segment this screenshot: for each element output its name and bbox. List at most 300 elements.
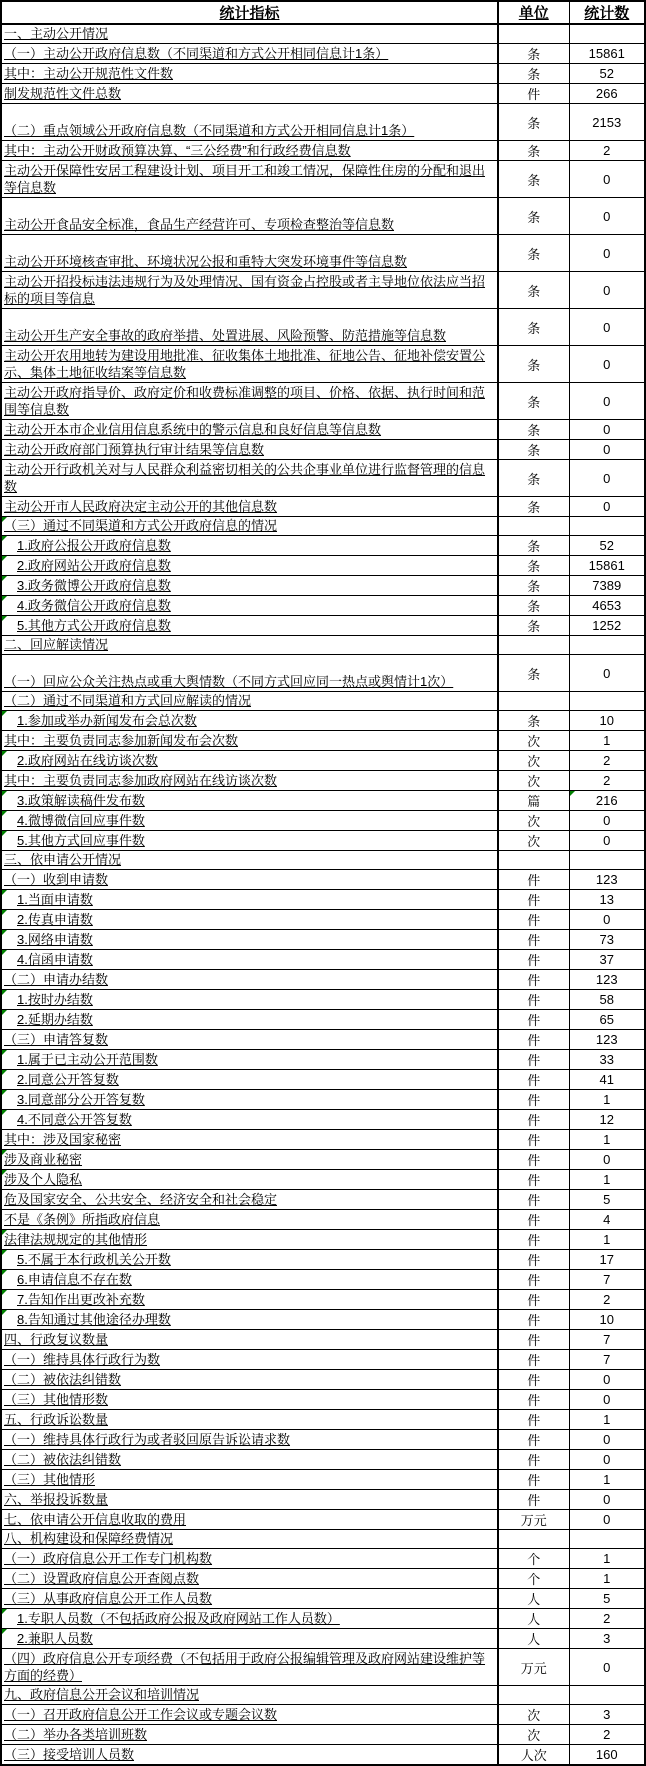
indicator-cell [1, 383, 498, 420]
value-text: 7 [603, 1272, 611, 1287]
indicator-text: 七、依申请公开信息收取的费用 [4, 1512, 187, 1527]
table-row [1, 1190, 645, 1210]
indicator-cell [1, 1430, 498, 1450]
table-row [1, 1589, 645, 1609]
value-cell [569, 141, 645, 161]
unit-cell [498, 751, 569, 771]
indicator-text: （三）其他情形 [4, 1472, 96, 1487]
value-cell [569, 1686, 645, 1705]
cell-flag-marker [2, 1090, 7, 1095]
value-text: 5 [603, 1591, 611, 1606]
value-cell [569, 1589, 645, 1609]
unit-text: 件 [527, 1093, 541, 1108]
value-text: 41 [599, 1072, 614, 1087]
indicator-cell [1, 890, 498, 910]
unit-cell [498, 655, 569, 692]
indicator-cell [1, 84, 498, 104]
indicator-text: 涉及商业秘密 [4, 1152, 83, 1167]
unit-cell [498, 1250, 569, 1270]
indicator-cell [1, 1549, 498, 1569]
indicator-text: 2.政府网站在线访谈次数 [17, 753, 158, 768]
indicator-text: （三）从事政府信息公开工作人员数 [4, 1591, 213, 1606]
value-cell [569, 1110, 645, 1130]
indicator-text: 3.网络申请数 [17, 932, 93, 947]
value-text: 2 [603, 773, 611, 788]
cell-flag-marker [2, 1270, 7, 1275]
unit-cell [498, 1050, 569, 1070]
indicator-cell [1, 1310, 498, 1330]
indicator-cell [1, 1745, 498, 1766]
indicator-text: 其中：主动公开规范性文件数 [4, 66, 174, 81]
value-cell [569, 1230, 645, 1250]
indicator-cell [1, 161, 498, 198]
indicator-cell [1, 1150, 498, 1170]
unit-cell [498, 1030, 569, 1050]
value-text: 13 [599, 892, 614, 907]
cell-flag-marker [2, 1010, 7, 1015]
unit-cell [498, 1270, 569, 1290]
indicator-cell [1, 1470, 498, 1490]
unit-text: 件 [527, 1013, 541, 1028]
indicator-text: 主动公开农用地转为建设用地批准、征收集体土地批准、征地公告、征地补偿安置公示、集体土地征收结案等信息数 [4, 348, 486, 380]
unit-cell [498, 1310, 569, 1330]
indicator-cell [1, 1050, 498, 1070]
unit-cell [498, 636, 569, 655]
value-text: 0 [603, 499, 611, 514]
value-text: 2 [603, 1727, 611, 1742]
value-cell [569, 1649, 645, 1686]
table-row [1, 460, 645, 497]
indicator-text: 2.政府网站公开政府信息数 [17, 558, 171, 573]
indicator-cell [1, 1170, 498, 1190]
unit-cell [498, 1330, 569, 1350]
value-cell [569, 1745, 645, 1766]
indicator-cell [1, 1130, 498, 1150]
unit-text: 篇 [527, 794, 541, 809]
table-row [1, 1490, 645, 1510]
indicator-text: 1.专职人员数（不包括政府公报及政府网站工作人员数） [17, 1611, 340, 1626]
unit-cell [498, 1589, 569, 1609]
table-row [1, 910, 645, 930]
unit-text: 条 [527, 357, 541, 373]
unit-cell [498, 1370, 569, 1390]
unit-text: 件 [527, 973, 541, 988]
table-row [1, 272, 645, 309]
indicator-cell [1, 990, 498, 1010]
indicator-text: （三）申请答复数 [4, 1032, 109, 1047]
value-text: 7 [603, 1332, 611, 1347]
indicator-cell [1, 1686, 498, 1705]
indicator-text: 5.其他方式公开政府信息数 [17, 618, 171, 633]
table-row [1, 596, 645, 616]
table-row [1, 1010, 645, 1030]
table-row [1, 1450, 645, 1470]
value-text: 0 [603, 245, 611, 261]
indicator-cell [1, 751, 498, 771]
value-text: 266 [595, 86, 618, 101]
table-row [1, 930, 645, 950]
indicator-cell [1, 309, 498, 346]
indicator-text: 法律法规规定的其他情形 [4, 1232, 148, 1247]
indicator-cell [1, 460, 498, 497]
unit-cell [498, 556, 569, 576]
value-cell [569, 751, 645, 771]
value-cell [569, 235, 645, 272]
table-row [1, 1370, 645, 1390]
unit-text: 人次 [520, 1748, 547, 1763]
indicator-text: （三）通过不同渠道和方式公开政府信息的情况 [4, 518, 278, 533]
value-text: 2 [603, 753, 611, 768]
unit-cell [498, 141, 569, 161]
unit-cell [498, 1530, 569, 1549]
indicator-cell [1, 692, 498, 711]
indicator-text: （二）设置政府信息公开查阅点数 [4, 1571, 200, 1586]
table-row [1, 851, 645, 870]
value-cell [569, 692, 645, 711]
cell-flag-marker [2, 910, 7, 915]
value-cell [569, 536, 645, 556]
indicator-text: （一）政府信息公开工作专门机构数 [4, 1551, 213, 1566]
unit-text: 次 [527, 1728, 541, 1743]
unit-text: 条 [527, 246, 541, 262]
indicator-cell [1, 811, 498, 831]
unit-cell [498, 1569, 569, 1589]
value-text: 123 [595, 872, 618, 887]
indicator-cell [1, 1290, 498, 1310]
table-row [1, 970, 645, 990]
cell-flag-marker [2, 890, 7, 895]
unit-cell [498, 930, 569, 950]
unit-cell [498, 791, 569, 811]
value-text: 0 [603, 1659, 611, 1675]
unit-text: 件 [527, 1333, 541, 1348]
cell-flag-marker [2, 990, 7, 995]
value-cell [569, 890, 645, 910]
value-cell [569, 1390, 645, 1410]
unit-text: 件 [527, 1313, 541, 1328]
indicator-cell [1, 1330, 498, 1350]
unit-cell [498, 64, 569, 84]
unit-cell [498, 1190, 569, 1210]
indicator-text: （一）维持具体行政行为或者驳回原告诉讼请求数 [4, 1432, 291, 1447]
indicator-text: （二）被依法纠错数 [4, 1452, 122, 1467]
table-row [1, 141, 645, 161]
unit-cell [498, 950, 569, 970]
value-text: 1 [603, 1132, 611, 1147]
indicator-text: 危及国家安全、公共安全、经济安全和社会稳定 [4, 1192, 278, 1207]
unit-text: 件 [527, 913, 541, 928]
table-row [1, 1686, 645, 1705]
indicator-cell [1, 910, 498, 930]
table-row [1, 870, 645, 890]
value-cell [569, 1090, 645, 1110]
value-text: 123 [595, 1032, 618, 1047]
unit-text: 件 [527, 1473, 541, 1488]
indicator-text: 5.不属于本行政机关公开数 [17, 1252, 171, 1267]
value-text: 0 [603, 1372, 611, 1387]
table-row [1, 731, 645, 751]
indicator-cell [1, 1705, 498, 1725]
unit-text: 件 [527, 1133, 541, 1148]
indicator-cell [1, 420, 498, 440]
value-cell [569, 970, 645, 990]
value-text: 1 [603, 1472, 611, 1487]
table-row [1, 831, 645, 851]
table-row [1, 1070, 645, 1090]
value-text: 10 [599, 1312, 614, 1327]
value-text: 0 [603, 1452, 611, 1467]
value-text: 52 [599, 66, 614, 81]
unit-cell [498, 1390, 569, 1410]
indicator-cell [1, 1410, 498, 1430]
unit-text: 万元 [520, 1513, 547, 1528]
unit-text: 条 [527, 144, 541, 159]
unit-text: 条 [527, 47, 541, 62]
cell-flag-marker [2, 711, 7, 716]
value-text: 0 [603, 422, 611, 437]
value-text: 12 [599, 1112, 614, 1127]
unit-cell [498, 1350, 569, 1370]
table-row [1, 950, 645, 970]
unit-cell [498, 576, 569, 596]
indicator-text: 制发规范性文件总数 [4, 86, 122, 101]
value-text: 0 [603, 319, 611, 335]
unit-text: 条 [527, 172, 541, 188]
unit-cell [498, 990, 569, 1010]
indicator-text: （二）举办各类培训班数 [4, 1727, 148, 1742]
value-cell [569, 1530, 645, 1549]
cell-flag-marker [2, 930, 7, 935]
value-cell [569, 1030, 645, 1050]
column-header-unit: 单位 [498, 1, 569, 24]
table-row [1, 1530, 645, 1549]
indicator-cell [1, 536, 498, 556]
unit-text: 次 [527, 814, 541, 829]
indicator-text: 1.属于已主动公开范围数 [17, 1052, 158, 1067]
table-row [1, 1230, 645, 1250]
unit-text: 件 [527, 87, 541, 102]
indicator-text: 二、回应解读情况 [4, 637, 109, 652]
value-text: 0 [603, 282, 611, 298]
indicator-cell [1, 440, 498, 460]
indicator-text: 主动公开食品安全标准，食品生产经营许可、专项检查整治等信息数 [4, 217, 395, 232]
table-row [1, 24, 645, 44]
unit-cell [498, 517, 569, 536]
unit-cell [498, 497, 569, 517]
value-cell [569, 930, 645, 950]
indicator-cell [1, 1250, 498, 1270]
unit-cell [498, 1649, 569, 1686]
value-text: 4 [603, 1212, 611, 1227]
value-text: 0 [603, 1512, 611, 1527]
table-row [1, 990, 645, 1010]
indicator-text: 4.微博微信回应事件数 [17, 813, 145, 828]
indicator-cell [1, 198, 498, 235]
value-text: 65 [599, 1012, 614, 1027]
table-row [1, 1609, 645, 1629]
unit-cell [498, 198, 569, 235]
value-cell [569, 576, 645, 596]
indicator-cell [1, 970, 498, 990]
unit-text: 件 [527, 1233, 541, 1248]
unit-cell [498, 161, 569, 198]
value-cell [569, 910, 645, 930]
unit-text: 个 [527, 1572, 541, 1587]
indicator-text: 1.按时办结数 [17, 992, 93, 1007]
indicator-cell [1, 1609, 498, 1629]
table-row [1, 692, 645, 711]
unit-text: 条 [527, 471, 541, 487]
indicator-text: （二）重点领域公开政府信息数（不同渠道和方式公开相同信息计1条） [4, 123, 415, 138]
cell-flag-marker [2, 596, 7, 601]
table-row [1, 44, 645, 64]
value-cell [569, 1190, 645, 1210]
indicator-cell [1, 616, 498, 636]
table-row [1, 811, 645, 831]
value-text: 0 [603, 1152, 611, 1167]
value-cell [569, 161, 645, 198]
unit-cell [498, 309, 569, 346]
value-text: 0 [603, 470, 611, 486]
indicator-text: （三）接受培训人员数 [4, 1747, 135, 1762]
value-cell [569, 1705, 645, 1725]
table-row [1, 556, 645, 576]
unit-text: 次 [527, 774, 541, 789]
unit-cell [498, 1725, 569, 1745]
indicator-text: 8.告知通过其他途径办理数 [17, 1312, 171, 1327]
value-text: 58 [599, 992, 614, 1007]
value-text: 1 [603, 1092, 611, 1107]
value-text: 123 [595, 972, 618, 987]
indicator-text: 一、主动公开情况 [4, 26, 109, 41]
table-row [1, 1725, 645, 1745]
indicator-cell [1, 791, 498, 811]
indicator-cell [1, 497, 498, 517]
value-text: 15861 [588, 46, 625, 61]
table-row [1, 1110, 645, 1130]
cell-flag-marker [2, 1150, 7, 1155]
indicator-cell [1, 1530, 498, 1549]
indicator-text: 7.告知作出更改补充数 [17, 1292, 145, 1307]
unit-cell [498, 1686, 569, 1705]
table-row [1, 751, 645, 771]
table-row [1, 1410, 645, 1430]
cell-flag-marker [2, 751, 7, 756]
value-text: 1252 [592, 618, 622, 633]
value-text: 0 [603, 813, 611, 828]
value-cell [569, 1210, 645, 1230]
unit-text: 条 [527, 320, 541, 336]
indicator-cell [1, 235, 498, 272]
unit-cell [498, 1290, 569, 1310]
unit-text: 人 [527, 1632, 541, 1647]
unit-text: 条 [527, 714, 541, 729]
unit-cell [498, 1745, 569, 1766]
table-row [1, 198, 645, 235]
unit-text: 条 [527, 209, 541, 225]
table-row [1, 1629, 645, 1649]
unit-cell [498, 24, 569, 44]
indicator-text: （一）召开政府信息公开工作会议或专题会议数 [4, 1707, 278, 1722]
cell-flag-marker [2, 1170, 7, 1175]
value-cell [569, 440, 645, 460]
unit-text: 件 [527, 893, 541, 908]
unit-text: 条 [527, 283, 541, 299]
indicator-text: 六、举报投诉数量 [4, 1492, 109, 1507]
unit-text: 件 [527, 1393, 541, 1408]
indicator-text: 3.政策解读稿件发布数 [17, 793, 145, 808]
value-cell [569, 1549, 645, 1569]
value-cell [569, 1510, 645, 1530]
unit-text: 条 [527, 579, 541, 594]
unit-text: 条 [527, 443, 541, 458]
unit-text: 件 [527, 1173, 541, 1188]
value-text: 0 [603, 208, 611, 224]
unit-cell [498, 1210, 569, 1230]
indicator-text: 主动公开市人民政府决定主动公开的其他信息数 [4, 499, 278, 514]
unit-text: 件 [527, 1153, 541, 1168]
table-row [1, 161, 645, 198]
indicator-text: 6.申请信息不存在数 [17, 1272, 132, 1287]
unit-cell [498, 536, 569, 556]
unit-cell [498, 44, 569, 64]
value-text: 7 [603, 1352, 611, 1367]
value-cell [569, 811, 645, 831]
indicator-cell [1, 655, 498, 692]
indicator-text: 2.同意公开答复数 [17, 1072, 119, 1087]
value-cell [569, 1410, 645, 1430]
indicator-text: 八、机构建设和保障经费情况 [4, 1531, 174, 1546]
indicator-cell [1, 64, 498, 84]
unit-cell [498, 831, 569, 851]
indicator-cell [1, 1350, 498, 1370]
indicator-text: 1.政府公报公开政府信息数 [17, 538, 171, 553]
table-row [1, 1050, 645, 1070]
value-cell [569, 517, 645, 536]
value-cell [569, 1569, 645, 1589]
indicator-text: 主动公开政府指导价、政府定价和收费标准调整的项目、价格、依据、执行时间和范围等信息数 [4, 385, 486, 417]
value-cell [569, 990, 645, 1010]
unit-cell [498, 383, 569, 420]
value-text: 73 [599, 932, 614, 947]
indicator-cell [1, 950, 498, 970]
table-row [1, 655, 645, 692]
indicator-cell [1, 851, 498, 870]
unit-cell [498, 910, 569, 930]
indicator-cell [1, 870, 498, 890]
value-text: 0 [603, 1392, 611, 1407]
value-cell [569, 711, 645, 731]
table-row [1, 346, 645, 383]
cell-flag-marker [2, 791, 7, 796]
unit-text: 件 [527, 1493, 541, 1508]
indicator-cell [1, 1030, 498, 1050]
indicator-text: 4.信函申请数 [17, 952, 93, 967]
table-row [1, 1030, 645, 1050]
table-row [1, 1250, 645, 1270]
unit-cell [498, 1090, 569, 1110]
unit-cell [498, 1705, 569, 1725]
unit-cell [498, 970, 569, 990]
unit-text: 条 [527, 559, 541, 574]
value-cell [569, 636, 645, 655]
table-row [1, 1330, 645, 1350]
value-cell [569, 1629, 645, 1649]
indicator-cell [1, 104, 498, 141]
indicator-cell [1, 1090, 498, 1110]
unit-cell [498, 1450, 569, 1470]
value-cell [569, 309, 645, 346]
